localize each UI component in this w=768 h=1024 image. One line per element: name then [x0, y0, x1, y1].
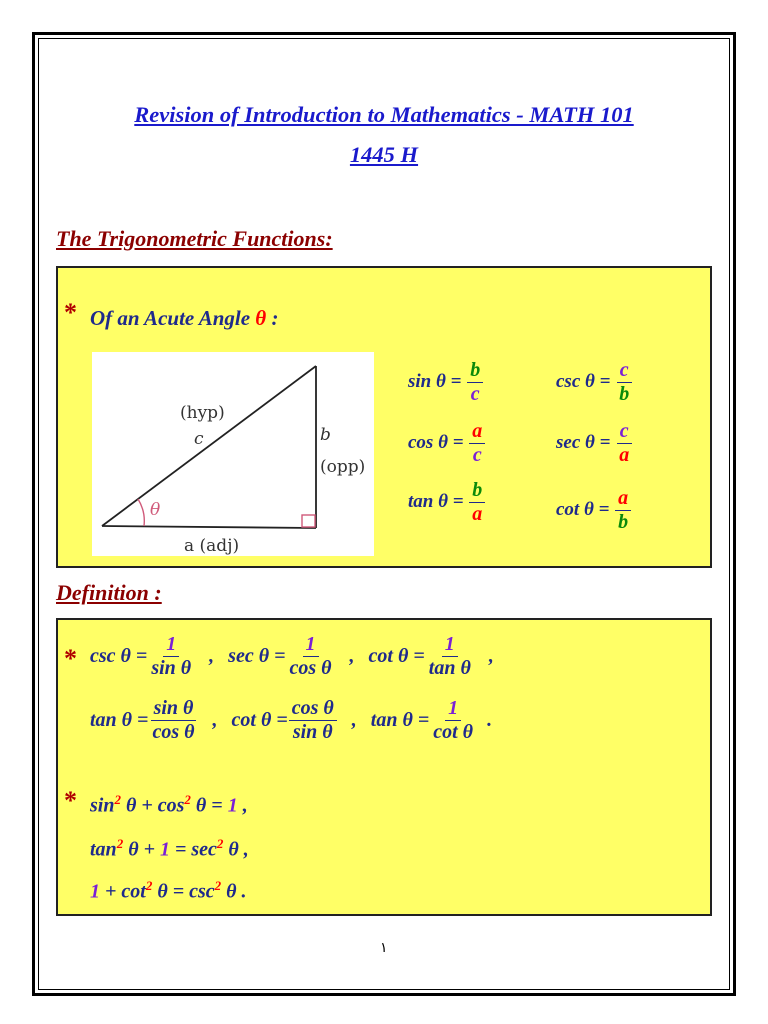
ratio-sin-label: sin θ = [408, 370, 462, 392]
ratio-cot-den: b [618, 511, 629, 533]
id3-one: 1 [90, 880, 100, 903]
ratio-cos-label: cos θ = [408, 431, 464, 453]
acute-angle-intro [90, 306, 278, 331]
def-tan2-num: 1 [445, 698, 461, 721]
page-number: ١ [380, 941, 388, 956]
ratio-cot-num: a [615, 488, 631, 511]
reciprocal-row-1 [90, 634, 508, 679]
ratio-cot [556, 488, 632, 533]
id1-end: , [237, 794, 248, 817]
right-triangle-figure [92, 352, 374, 556]
def-tan-num: sin θ [151, 698, 197, 721]
section-heading-definition: Definition : [56, 580, 162, 605]
id2-tan: tan [90, 838, 117, 861]
id2-one: 1 [159, 838, 170, 861]
label-adj: a (adj) [184, 536, 240, 556]
def-sec-num: 1 [303, 634, 319, 657]
ratio-tan [408, 480, 486, 525]
id1-cos: θ + cos [120, 794, 185, 817]
ratio-tan-num: b [469, 480, 485, 503]
identity-pythagorean-1 [90, 792, 248, 818]
id2-sec: = sec [169, 838, 217, 861]
quotient-row [90, 698, 492, 743]
label-hyp: (hyp) [180, 403, 225, 423]
ratio-sin-den: c [470, 383, 480, 405]
id1-cos-exp: 2 [184, 792, 191, 807]
id3-csc-exp: 2 [214, 878, 222, 893]
comma: , [209, 645, 215, 667]
comma: , [349, 645, 355, 667]
definition-box [56, 618, 712, 916]
ratio-csc-label: csc θ = [556, 370, 611, 392]
label-b: b [320, 425, 331, 445]
theta-symbol: θ [255, 306, 267, 330]
ratio-sec-label: sec θ = [556, 431, 611, 453]
ratio-tan-label: tan θ = [408, 490, 464, 512]
def-csc-den: sin θ [151, 657, 192, 679]
def-csc-num: 1 [163, 634, 179, 657]
id1-sin: sin [90, 794, 115, 817]
acute-angle-text: Of an Acute Angle [90, 306, 251, 330]
def-tan2-label: tan θ = [370, 709, 430, 731]
def-tan-label: tan θ = [90, 709, 149, 731]
ratio-cos [408, 421, 486, 466]
def-tan2-den: cot θ [433, 721, 474, 743]
ratio-sin [408, 360, 484, 405]
id3-cot: + cot [100, 880, 146, 903]
ratio-cos-den: c [472, 444, 482, 466]
ratio-tan-den: a [472, 503, 483, 525]
id1-sin-exp: 2 [114, 792, 121, 807]
comma: , [351, 709, 357, 731]
colon: : [271, 306, 279, 330]
id1-equals: θ = [190, 794, 228, 817]
ratio-sec-num: c [617, 421, 632, 444]
id3-cot-exp: 2 [145, 878, 153, 893]
id2-tan-exp: 2 [116, 836, 124, 851]
ratio-sec [556, 421, 633, 466]
id3-end: θ . [221, 880, 247, 903]
identity-pythagorean-2 [90, 836, 249, 862]
id3-csc: θ = csc [152, 880, 215, 903]
period: . [487, 709, 493, 731]
ratio-cos-num: a [469, 421, 485, 444]
def-sec-label: sec θ = [228, 645, 286, 667]
def-cot-label: cot θ = [368, 645, 425, 667]
bullet-star: * [64, 298, 77, 327]
id2-sec-exp: 2 [216, 836, 224, 851]
bullet-star-2: * [64, 786, 77, 815]
ratio-sin-num: b [467, 360, 483, 383]
def-sec-den: cos θ [289, 657, 332, 679]
label-theta: θ [150, 500, 161, 520]
def-tan-den: cos θ [152, 721, 195, 743]
label-opp: (opp) [320, 457, 366, 477]
def-cot-num: 1 [442, 634, 458, 657]
comma: , [212, 709, 218, 731]
def-cot2-den: sin θ [292, 721, 333, 743]
bullet-star-1: * [64, 644, 77, 673]
ratio-sec-den: a [619, 444, 630, 466]
document-subtitle: 1445 H [349, 142, 419, 167]
trig-functions-box [56, 266, 712, 568]
id2-end: θ , [223, 838, 249, 861]
ratio-cot-label: cot θ = [556, 498, 610, 520]
section-heading-trig: The Trigonometric Functions: [56, 226, 333, 251]
document-title: Revision of Introduction to Mathematics - MATH 101 [134, 102, 634, 127]
id2-plus: θ + [123, 838, 160, 861]
def-cot2-label: cot θ = [231, 709, 288, 731]
ratio-csc [556, 360, 633, 405]
right-triangle-diagram [92, 352, 374, 556]
id1-one: 1 [227, 794, 238, 817]
def-cot2-num: cos θ [289, 698, 337, 721]
ratio-csc-den: b [619, 383, 630, 405]
def-csc-label: csc θ = [90, 645, 148, 667]
comma: , [488, 645, 494, 667]
identity-pythagorean-3 [90, 878, 247, 904]
ratio-csc-num: c [617, 360, 632, 383]
label-c: c [194, 429, 204, 449]
def-cot-den: tan θ [428, 657, 471, 679]
